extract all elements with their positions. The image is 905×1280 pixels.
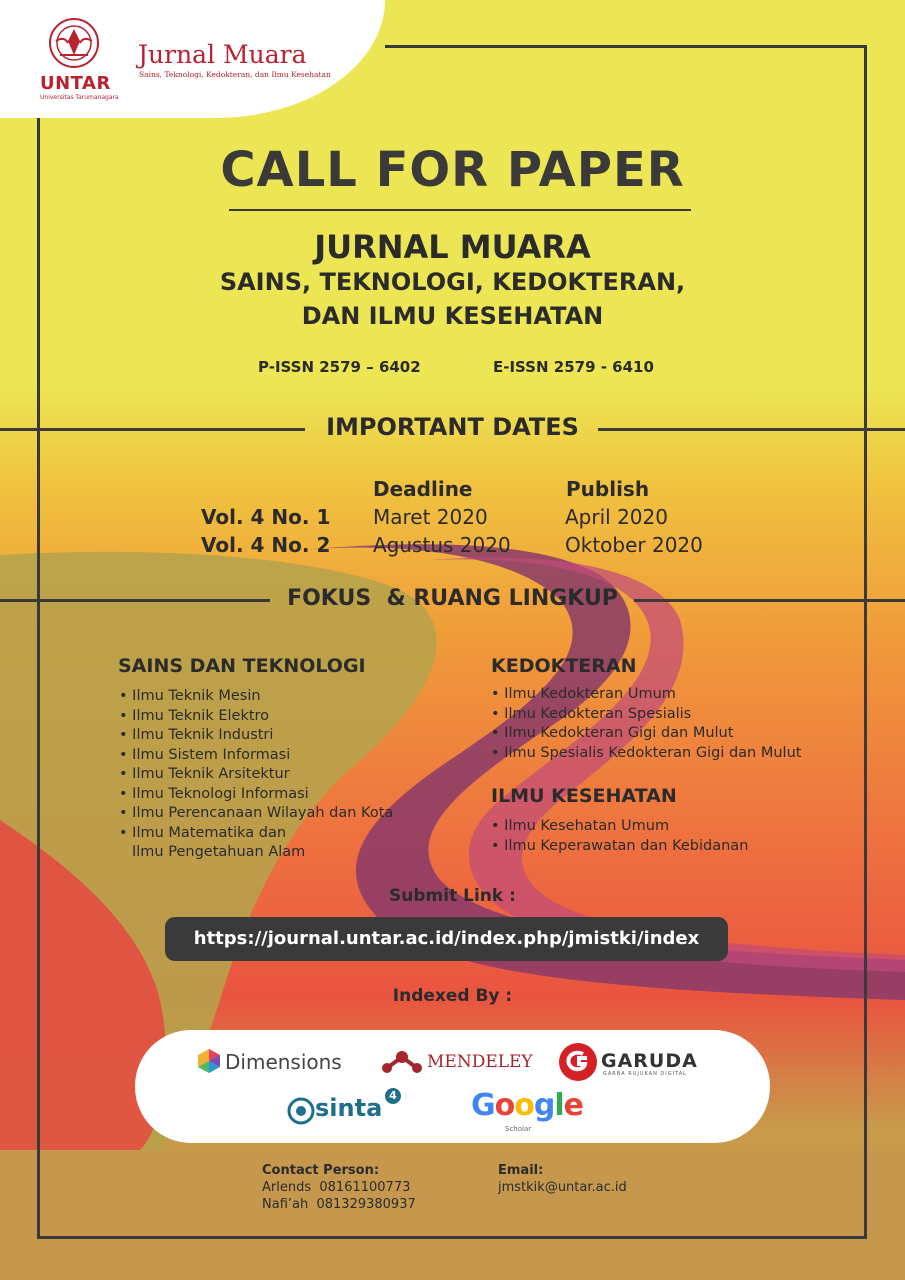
journal-subtitle-line1: SAINS, TEKNOLOGI, KEDOKTERAN,	[219, 268, 686, 296]
kedokteran-heading: KEDOKTERAN	[491, 655, 637, 677]
list-item: • Ilmu Matematika dan	[119, 824, 393, 844]
focus-scope-heading	[0, 586, 905, 611]
kedokteran-list	[491, 685, 801, 763]
list-item: • Ilmu Kedokteran Umum	[491, 685, 801, 705]
contact-phone: 081329380937	[316, 1197, 416, 1212]
list-item: • Ilmu Teknik Mesin	[119, 687, 393, 707]
kesehatan-heading: ILMU KESEHATAN	[491, 785, 677, 807]
list-item-continuation: Ilmu Pengetahuan Alam	[132, 844, 306, 860]
list-item: • Ilmu Teknik Arsitektur	[119, 765, 393, 785]
deadline-cell: Agustus 2020	[373, 533, 511, 557]
contact-name: Arlends	[262, 1180, 312, 1195]
untar-logo-subtitle: Universitas Tarumanagara	[40, 94, 119, 101]
journal-logo-title: Jurnal Muara	[138, 40, 307, 69]
bottom-band	[0, 1150, 905, 1280]
google-letter: e	[563, 1088, 584, 1123]
contact-name: Nafi’ah	[262, 1197, 309, 1212]
list-item: • Ilmu Teknologi Informasi	[119, 785, 393, 805]
journal-logo-subtitle: Sains, Teknologi, Kedokteran, dan Ilmu Kesehatan	[139, 70, 331, 79]
journal-subtitle-line2: DAN ILMU KESEHATAN	[301, 302, 604, 330]
call-for-paper-title: CALL FOR PAPER	[220, 142, 685, 198]
indexed-by-label: Indexed By :	[392, 986, 513, 1006]
garuda-logo-text: GARUDA	[601, 1050, 698, 1072]
list-item: • Ilmu Kesehatan Umum	[491, 817, 748, 837]
deadline-cell: Maret 2020	[373, 505, 488, 529]
submit-link[interactable]: https://journal.untar.ac.id/index.php/jmistki/index	[165, 917, 728, 961]
list-item: • Ilmu Sistem Informasi	[119, 746, 393, 766]
email-address[interactable]: jmstkik@untar.ac.id	[498, 1180, 627, 1195]
contact-phone: 08161100773	[319, 1180, 411, 1195]
untar-logo-text: UNTAR	[40, 73, 111, 94]
contact-row	[262, 1196, 416, 1213]
untar-crest-icon	[46, 15, 102, 71]
important-dates-label: IMPORTANT DATES	[326, 413, 579, 441]
frame-right	[864, 45, 867, 1238]
mendeley-logo-text: MENDELEY	[427, 1052, 533, 1072]
garuda-tagline: GARBA RUJUKAN DIGITAL	[603, 1071, 687, 1077]
mendeley-logo-icon	[381, 1050, 423, 1074]
google-letter: o	[494, 1088, 515, 1123]
frame-top	[385, 45, 867, 48]
contact-person-block	[262, 1162, 416, 1213]
sains-list	[119, 687, 393, 863]
google-scholar-label: Scholar	[505, 1125, 532, 1133]
google-letter: g	[533, 1088, 555, 1123]
kesehatan-list	[491, 817, 748, 856]
publish-column-header: Publish	[566, 477, 650, 501]
sains-heading: SAINS DAN TEKNOLOGI	[118, 655, 366, 677]
focus-scope-label: FOKUS & RUANG LINGKUP	[287, 586, 618, 611]
publish-cell: Oktober 2020	[565, 533, 703, 557]
list-item: • Ilmu Teknik Industri	[119, 726, 393, 746]
indexer-logos-panel	[135, 1030, 770, 1143]
contact-row	[262, 1179, 416, 1196]
list-item: • Ilmu Kedokteran Spesialis	[491, 705, 801, 725]
e-issn: E-ISSN 2579 - 6410	[493, 358, 654, 376]
list-item: • Ilmu Spesialis Kedokteran Gigi dan Mulut	[491, 744, 801, 764]
important-dates-heading	[0, 413, 905, 441]
list-item: • Ilmu Teknik Elektro	[119, 707, 393, 727]
google-letter: l	[554, 1088, 564, 1123]
sinta-level-badge: 4	[385, 1088, 401, 1104]
list-item: • Ilmu Kedokteran Gigi dan Mulut	[491, 724, 801, 744]
list-item: • Ilmu Keperawatan dan Kebidanan	[491, 837, 748, 857]
p-issn: P-ISSN 2579 – 6402	[258, 358, 421, 376]
sinta-logo-text: sinta	[315, 1094, 383, 1122]
email-label: Email:	[498, 1163, 544, 1178]
contact-person-label: Contact Person:	[262, 1163, 380, 1178]
frame-bottom	[37, 1236, 867, 1239]
google-letter: G	[471, 1088, 495, 1123]
volume-cell: Vol. 4 No. 2	[201, 533, 331, 557]
wave-pink	[430, 558, 905, 973]
list-item: • Ilmu Perencanaan Wilayah dan Kota	[119, 804, 393, 824]
volume-cell: Vol. 4 No. 1	[201, 505, 331, 529]
title-underline	[229, 209, 691, 211]
google-letter: o	[514, 1088, 534, 1123]
sinta-logo-icon	[287, 1096, 315, 1126]
deadline-column-header: Deadline	[373, 477, 473, 501]
email-block	[498, 1162, 627, 1196]
dimensions-logo-icon	[197, 1048, 221, 1074]
journal-title: JURNAL MUARA	[314, 228, 591, 266]
garuda-logo-icon	[557, 1042, 601, 1082]
dimensions-logo-text: Dimensions	[225, 1050, 342, 1074]
google-logo-text	[471, 1088, 583, 1123]
publish-cell: April 2020	[565, 505, 668, 529]
submit-link-label: Submit Link :	[389, 886, 516, 906]
